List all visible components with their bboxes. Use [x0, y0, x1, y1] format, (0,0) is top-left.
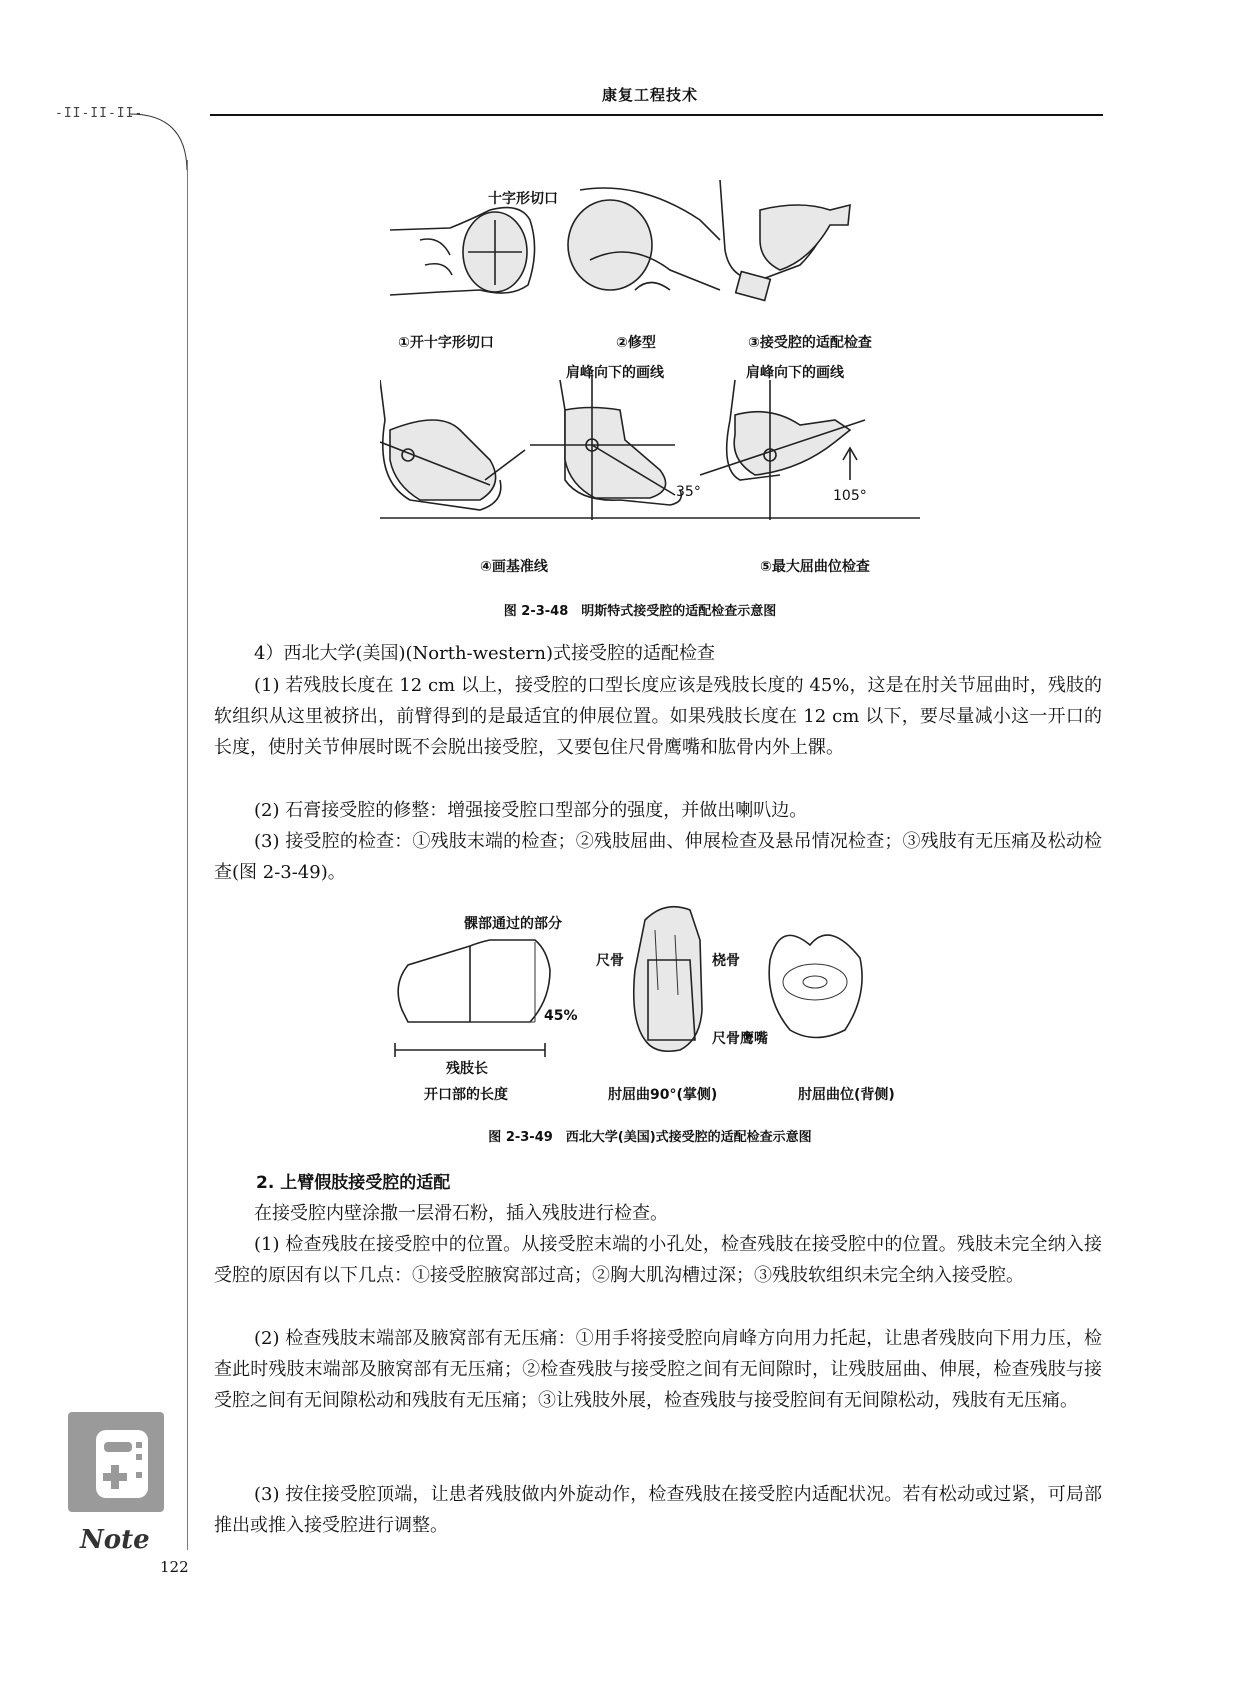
label-elbow-back: 肘屈曲位(背侧) [798, 1087, 895, 1103]
label-shoulder-line-1: 肩峰向下的画线 [566, 365, 664, 381]
section-2-intro: 在接受腔内壁涂撒一层滑石粉，插入残肢进行检查。 [254, 1203, 668, 1224]
panel-label-4: ④画基准线 [480, 559, 548, 575]
label-radius: 桡骨 [712, 953, 740, 969]
note-icon [66, 1410, 166, 1515]
margin-marks: -II-II-II- [55, 106, 144, 121]
running-header: 康复工程技术 [601, 86, 698, 104]
para-4-heading: 4）西北大学(美国)(North-western)式接受腔的适配检查 [254, 643, 716, 664]
label-opening: 开口部的长度 [424, 1087, 508, 1103]
panel-2-illustration [568, 188, 720, 290]
angle-label-35: 35° [676, 484, 701, 500]
panel-label-1: ①开十字形切口 [398, 335, 494, 351]
section-2-p2: (2) 检查残肢末端部及腋窝部有无压痛：①用手将接受腔向肩峰方向用力托起，让患者残肢向下用力压，检查此时残肢末端部及腋窝部有无压痛；②检查残肢与接受腔之间有无间隙时，让残肢屈曲、伸展，检查残肢与接受腔之间有无间隙松动和残肢有无压痛；③让残肢外展，检查残肢与接受腔间有无间隙松动，残肢有无压痛。 [214, 1328, 1102, 1411]
label-percent: 45% [544, 1008, 578, 1024]
para-4-1: (1) 若残肢长度在 12 cm 以上，接受腔的口型长度应该是残肢长度的 45%，这是在肘关节屈曲时，残肢的软组织从这里被挤出，前臂得到的是最适宜的伸展位置。如果残肢长度在 12 cm 以下，要尽量减小这一开口的长度，使肘关节伸展时既不会脱出接受腔，又要包住尺骨鹰嘴和肱骨内外上髁。 [214, 675, 1102, 758]
label-olecranon: 尺骨鹰嘴 [712, 1031, 768, 1047]
panel-label-3: ③接受腔的适配检查 [748, 335, 872, 351]
figure-2-3-49-caption: 图 2-3-49 西北大学(美国)式接受腔的适配检查示意图 [488, 1130, 812, 1145]
section-2-p1: (1) 检查残肢在接受腔中的位置。从接受腔末端的小孔处，检查残肢在接受腔中的位置。残肢未完全纳入接受腔的原因有以下几点：①接受腔腋窝部过高；②胸大肌沟槽过深；③残肢软组织未完全纳入接受腔。 [214, 1234, 1102, 1286]
figure-2-3-48 [380, 180, 940, 590]
fig49-panel-2 [634, 907, 702, 1052]
angle-label-105: 105° [833, 488, 867, 504]
panel-5a-illustration [530, 375, 681, 520]
panel-1-illustration [390, 208, 535, 295]
fig49-panel-1 [395, 940, 550, 1057]
panel-label-5: ⑤最大屈曲位检查 [760, 559, 870, 575]
margin-rule [187, 160, 188, 1550]
page-number: 122 [160, 1558, 189, 1576]
panel-label-2: ②修型 [616, 335, 656, 351]
header-rule [210, 114, 1103, 116]
para-4-2: (2) 石膏接受腔的修整：增强接受腔口型部分的强度，并做出喇叭边。 [254, 800, 808, 821]
label-shoulder-line-2: 肩峰向下的画线 [746, 365, 844, 381]
label-elbow-90: 肘屈曲90°(掌侧) [608, 1087, 718, 1103]
para-4-3: (3) 接受腔的检查：①残肢末端的检查；②残肢屈曲、伸展检查及悬吊情况检查；③残肢有无压痛及松动检查(图 2-3-49)。 [214, 831, 1102, 883]
margin-curve [130, 112, 190, 172]
label-stump-length: 残肢长 [446, 1061, 488, 1077]
figure-2-3-48-caption: 图 2-3-48 明斯特式接受腔的适配检查示意图 [503, 604, 777, 619]
label-cross-cut: 十字形切口 [488, 191, 558, 207]
section-2-heading: 2. 上臂假肢接受腔的适配 [256, 1173, 451, 1193]
note-label: Note [80, 1525, 150, 1555]
label-ulna: 尺骨 [596, 953, 624, 969]
panel-3-illustration [720, 180, 850, 301]
fig49-panel-3 [769, 935, 862, 1037]
label-condyle: 髁部通过的部分 [464, 916, 562, 932]
section-2-p3: (3) 按住接受腔顶端，让患者残肢做内外旋动作，检查残肢在接受腔内适配状况。若有松动或过紧，可局部推出或推入接受腔进行调整。 [214, 1484, 1102, 1536]
